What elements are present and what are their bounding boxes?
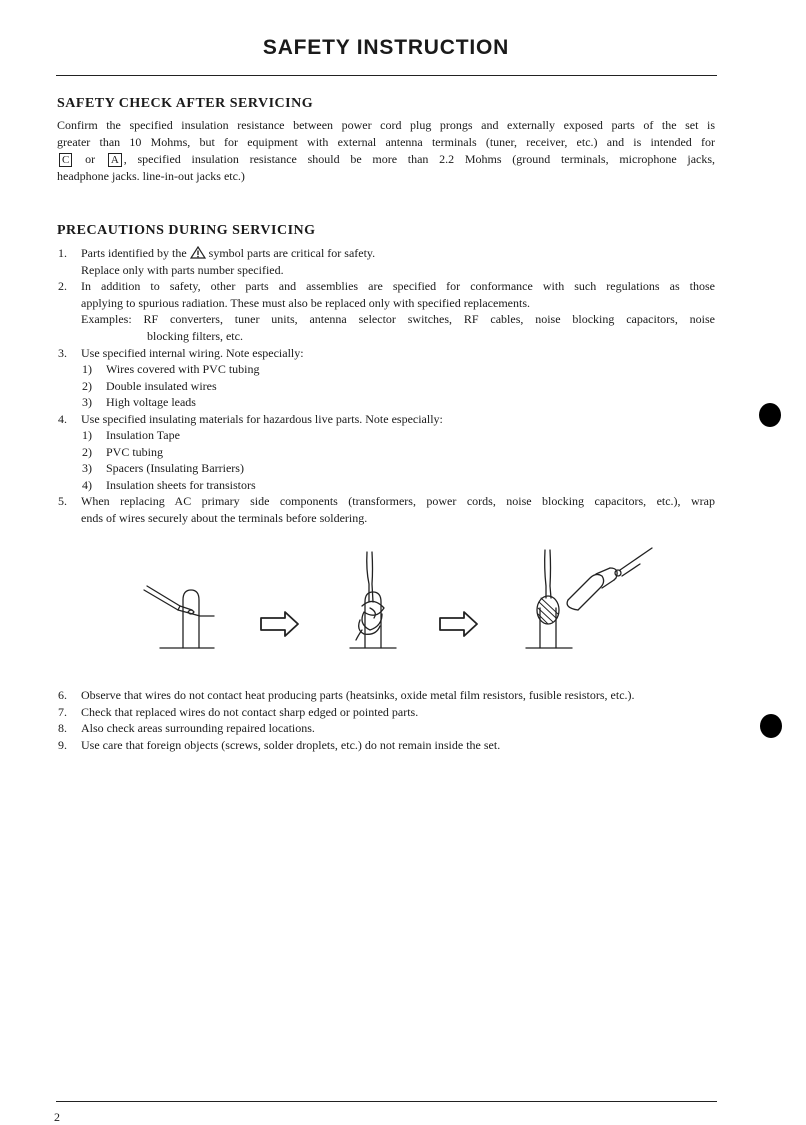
step-3-soldering	[526, 548, 652, 648]
item-text: Also check areas surrounding repaired locations.	[81, 721, 315, 735]
list-item	[0, 246, 806, 263]
page-number: 2	[54, 1110, 60, 1124]
item-text: Examples: RF converters, tuner units, antenna selector switches, RF cables, noise blocking capacitors, noise	[81, 312, 715, 326]
list-item	[0, 688, 806, 705]
list-item	[0, 346, 806, 363]
list-item	[0, 412, 806, 429]
sub-item-number: 4)	[82, 478, 92, 492]
item-text: ends of wires securely about the terminals before soldering.	[81, 511, 368, 525]
item-number: 7.	[58, 705, 67, 719]
bottom-rule	[56, 1101, 717, 1102]
or-text: or	[85, 152, 96, 166]
precautions-heading: PRECAUTIONS DURING SERVICING	[57, 223, 316, 238]
item-number: 8.	[58, 721, 67, 735]
sub-item-text: Double insulated wires	[106, 379, 217, 393]
list-item	[0, 445, 806, 462]
list-item	[0, 362, 806, 379]
item-text: In addition to safety, other parts and assemblies are specified for conformance with such regulations as those	[81, 279, 715, 293]
safety-check-paragraph	[57, 117, 715, 185]
safety-check-line-3	[57, 151, 715, 168]
arrow-right-icon	[440, 612, 477, 636]
list-item	[0, 279, 806, 296]
binding-hole-mark	[760, 714, 782, 738]
item-text-after: symbol parts are critical for safety.	[208, 246, 376, 260]
safety-check-line-4: headphone jacks. line-in-out jacks etc.)	[57, 169, 245, 183]
item-number: 2.	[58, 279, 67, 293]
item-text: Use care that foreign objects (screws, solder droplets, etc.) do not remain inside the set.	[81, 738, 501, 752]
step-2-wire-wrapped	[350, 552, 396, 648]
box-a-symbol: A	[108, 153, 122, 167]
sub-item-number: 3)	[82, 461, 92, 475]
item-text: When replacing AC primary side components (transformers, power cords, noise blocking capacitors, etc.), wrap	[81, 494, 715, 508]
page-title: SAFETY INSTRUCTION	[262, 36, 510, 59]
item-number: 6.	[58, 688, 67, 702]
item-text: Observe that wires do not contact heat producing parts (heatsinks, oxide metal film resistors, fusible resistors, etc.).	[81, 688, 635, 702]
item-number: 4.	[58, 412, 67, 426]
list-item	[0, 461, 806, 478]
safety-check-line-1: Confirm the specified insulation resistance between power cord plug prongs and externally exposed parts of the set is	[57, 118, 715, 132]
item-text: Replace only with parts number specified.	[81, 263, 284, 277]
list-item	[0, 721, 806, 738]
step-1-wire-insertion	[144, 586, 214, 648]
list-item	[0, 329, 806, 346]
item-text: Check that replaced wires do not contact sharp edged or pointed parts.	[81, 705, 419, 719]
safety-check-heading: SAFETY CHECK AFTER SERVICING	[57, 96, 314, 111]
sub-item-text: Insulation Tape	[106, 428, 180, 442]
item-text-before: Parts identified by the	[81, 246, 187, 260]
sub-item-number: 2)	[82, 379, 92, 393]
sub-item-number: 2)	[82, 445, 92, 459]
binding-hole-mark	[759, 403, 781, 427]
item-number: 3.	[58, 346, 67, 360]
list-item	[0, 511, 806, 528]
safety-check-line-3-text: , specified insulation resistance should be more than 2.2 Mohms (ground terminals, microphone jacks,	[123, 152, 716, 166]
safety-check-line-2: greater than 10 Mohms, but for equipment with external antenna terminals (tuner, receiver, etc.) and is intended for	[57, 135, 715, 149]
sub-item-number: 1)	[82, 428, 92, 442]
list-item	[0, 705, 806, 722]
list-item	[0, 395, 806, 412]
list-item	[0, 379, 806, 396]
item-number: 1.	[58, 246, 67, 260]
item-text: blocking filters, etc.	[147, 329, 243, 343]
sub-item-text: Wires covered with PVC tubing	[106, 362, 260, 376]
list-item	[0, 296, 806, 313]
sub-item-number: 1)	[82, 362, 92, 376]
sub-item-text: High voltage leads	[106, 395, 196, 409]
list-item	[0, 428, 806, 445]
box-c-symbol: C	[59, 153, 72, 167]
wire-wrapping-illustration	[140, 546, 660, 656]
top-rule	[56, 75, 717, 76]
item-number: 9.	[58, 738, 67, 752]
sub-item-number: 3)	[82, 395, 92, 409]
sub-item-text: Spacers (Insulating Barriers)	[106, 461, 244, 475]
item-text: applying to spurious radiation. These must also be replaced only with specified replacements.	[81, 296, 530, 310]
item-number: 5.	[58, 494, 67, 508]
sub-item-text: PVC tubing	[106, 445, 164, 459]
list-item	[0, 312, 806, 329]
list-item	[0, 494, 806, 511]
warning-triangle-icon	[190, 246, 206, 259]
item-text: Use specified insulating materials for hazardous live parts. Note especially:	[81, 412, 443, 426]
sub-item-text: Insulation sheets for transistors	[106, 478, 256, 492]
list-item	[0, 263, 806, 280]
item-text	[81, 246, 375, 261]
list-item	[0, 478, 806, 495]
list-item	[0, 738, 806, 755]
item-text: Use specified internal wiring. Note especially:	[81, 346, 304, 360]
arrow-right-icon	[261, 612, 298, 636]
